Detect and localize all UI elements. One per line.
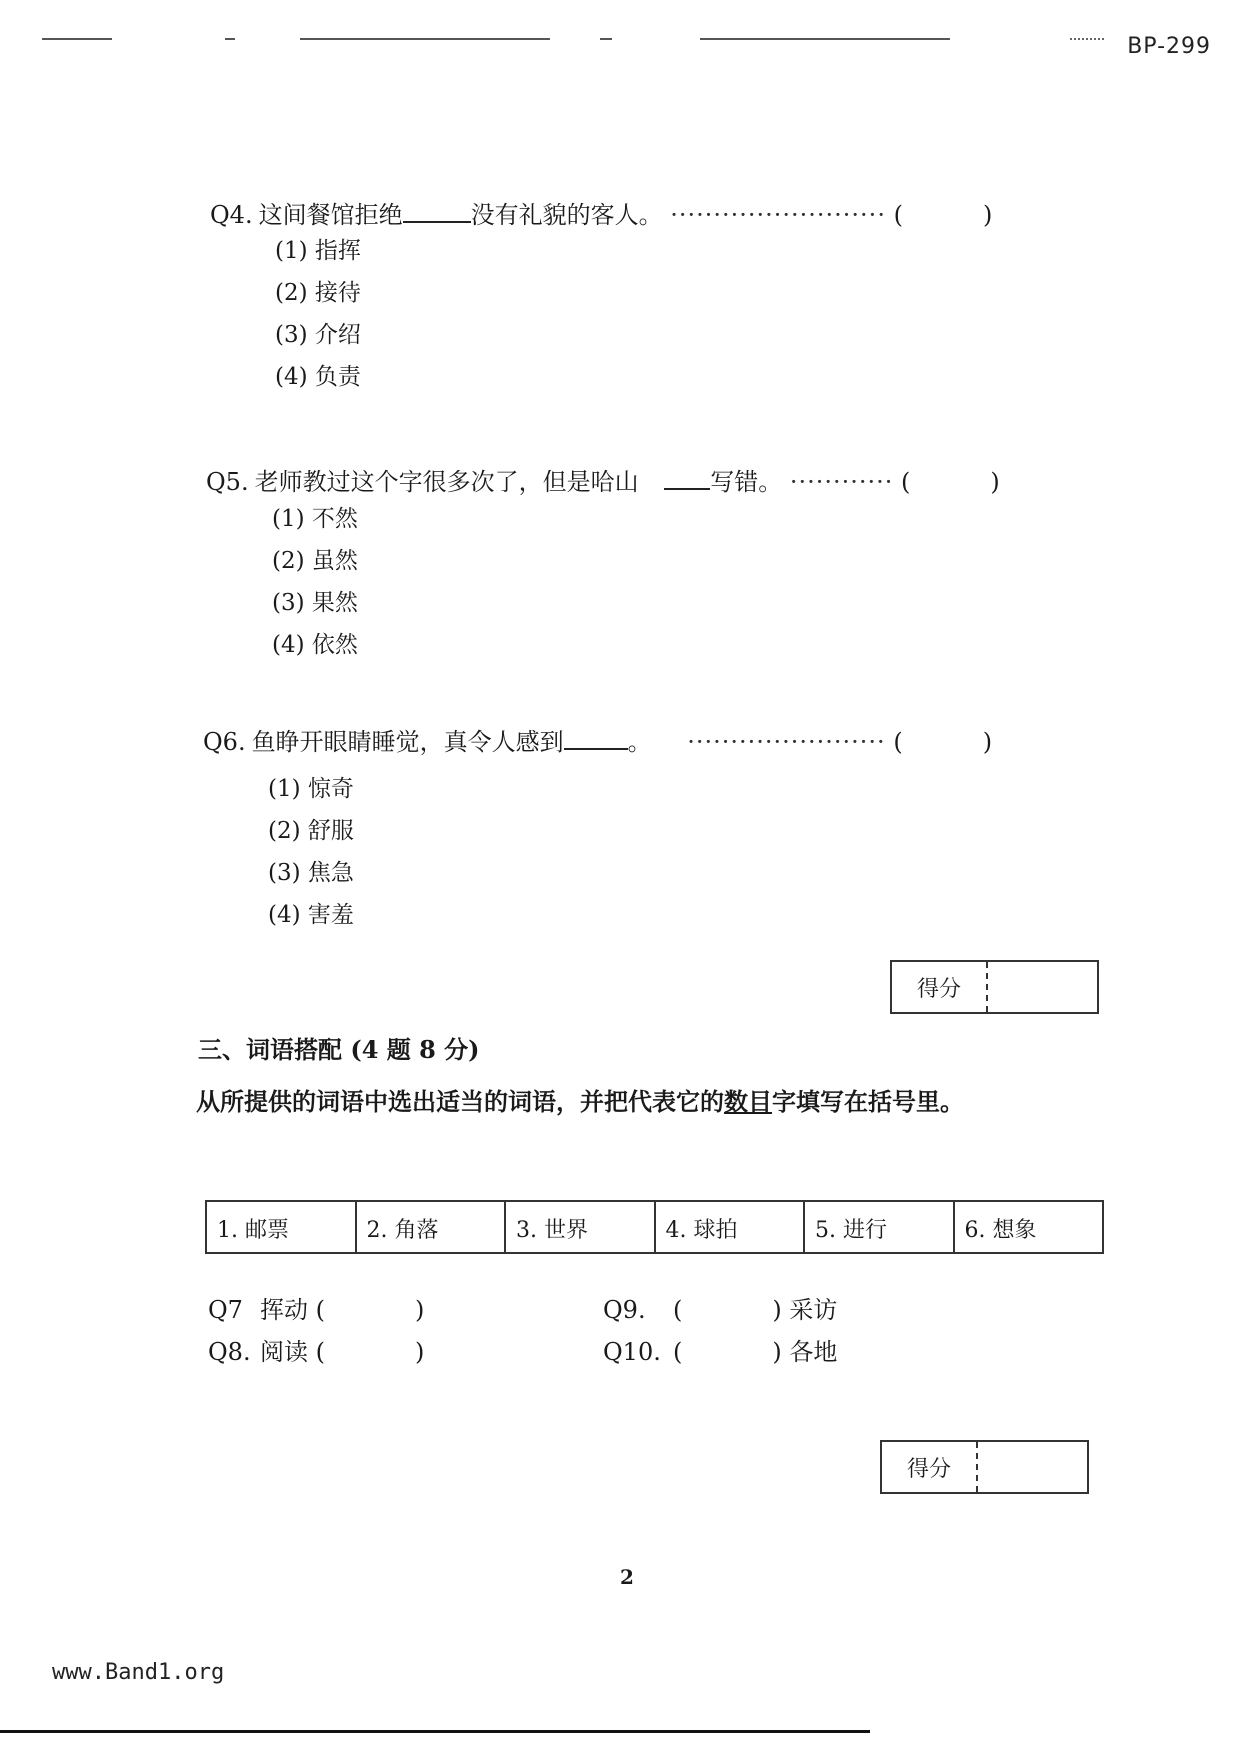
- option: (4) 依然: [272, 632, 358, 658]
- answer-blank[interactable]: [664, 466, 710, 490]
- close-paren: ): [990, 468, 1000, 496]
- pair-label: Q9.: [603, 1296, 646, 1324]
- option: (4) 负责: [275, 364, 361, 390]
- pair-word: 阅读 (: [260, 1338, 325, 1366]
- word-bank-item: 5. 进行: [805, 1202, 955, 1252]
- document-code: BP-299: [1127, 34, 1211, 59]
- open-paren: (: [673, 1296, 683, 1324]
- word-bank-item: 3. 世界: [506, 1202, 656, 1252]
- option: (1) 惊奇: [268, 776, 354, 802]
- question-text: 鱼睁开眼睛睡觉，真令人感到: [251, 728, 564, 756]
- question-text: 。: [627, 728, 652, 756]
- close-paren: ): [415, 1296, 425, 1324]
- word-bank-item: 6. 想象: [964, 1218, 1037, 1243]
- open-paren: (: [673, 1338, 683, 1366]
- open-paren: (: [893, 728, 903, 756]
- option: (3) 介绍: [275, 322, 361, 348]
- question-text: 这间餐馆拒绝: [258, 201, 403, 229]
- dot-leader: ············: [789, 468, 894, 496]
- scan-line: [225, 38, 235, 40]
- word-bank-item: 1. 邮票: [207, 1202, 357, 1252]
- question-text: 没有礼貌的客人。: [470, 201, 663, 229]
- open-paren: (: [901, 468, 911, 496]
- option: (1) 指挥: [275, 238, 361, 264]
- option: (2) 虽然: [272, 548, 358, 574]
- bottom-rule: [0, 1730, 870, 1733]
- scan-dots: [1070, 38, 1104, 40]
- pair-q7: [208, 1290, 424, 1325]
- pair-word: ) 采访: [772, 1296, 838, 1324]
- option: (1) 不然: [272, 506, 358, 532]
- pair-q10: [603, 1332, 837, 1367]
- pair-word: 挥动 (: [260, 1296, 325, 1324]
- option: (3) 果然: [272, 590, 358, 616]
- site-url: www.Band1.org: [52, 1660, 225, 1685]
- word-bank-item: 2. 角落: [357, 1202, 507, 1252]
- instruction-underlined: 数目: [724, 1087, 772, 1116]
- pair-word: ) 各地: [772, 1338, 838, 1366]
- scan-line: [600, 38, 612, 40]
- score-box: [880, 1440, 1089, 1494]
- instruction-text: 从所提供的词语中选出适当的词语，并把代表它的: [196, 1087, 724, 1116]
- score-cell[interactable]: [988, 962, 1097, 1012]
- question-q6: [203, 722, 992, 757]
- score-box: [890, 960, 1099, 1014]
- scan-line: [300, 38, 550, 40]
- dot-leader: ·······················: [687, 728, 886, 756]
- scan-line: [42, 38, 112, 40]
- close-paren: ): [415, 1338, 425, 1366]
- pair-label: Q10.: [603, 1338, 661, 1366]
- pair-q8: [208, 1332, 424, 1367]
- close-paren: ): [982, 201, 993, 229]
- option: (2) 舒服: [268, 818, 354, 844]
- instruction-text: 字填写在括号里。: [772, 1087, 964, 1116]
- score-label: 得分: [882, 1442, 978, 1492]
- option: (4) 害羞: [268, 902, 354, 928]
- question-number: Q6.: [203, 728, 246, 756]
- score-cell[interactable]: [978, 1442, 1087, 1492]
- score-label: 得分: [892, 962, 988, 1012]
- answer-blank[interactable]: [403, 199, 471, 223]
- page-number: 2: [620, 1565, 634, 1589]
- question-text: 写错。: [710, 468, 783, 496]
- open-paren: (: [893, 201, 903, 229]
- dot-leader: ·························: [670, 201, 886, 229]
- answer-blank[interactable]: [564, 726, 628, 750]
- scan-line: [700, 38, 950, 40]
- section-title: 三、词语搭配 (4 题 8 分): [198, 1035, 480, 1064]
- section-instruction: [196, 1083, 1056, 1121]
- close-paren: ): [982, 728, 993, 756]
- question-q5: [206, 462, 1000, 497]
- word-bank: [205, 1200, 1104, 1254]
- question-number: Q5.: [206, 468, 249, 496]
- pair-label: Q7: [208, 1296, 243, 1324]
- question-number: Q4.: [210, 201, 253, 229]
- question-text: 老师教过这个字很多次了，但是哈山: [254, 468, 639, 496]
- pair-label: Q8.: [208, 1338, 251, 1366]
- option: (3) 焦急: [268, 860, 354, 886]
- question-q4: [210, 195, 992, 230]
- option: (2) 接待: [275, 280, 361, 306]
- word-bank-item: 4. 球拍: [656, 1202, 806, 1252]
- pair-q9: [603, 1290, 837, 1325]
